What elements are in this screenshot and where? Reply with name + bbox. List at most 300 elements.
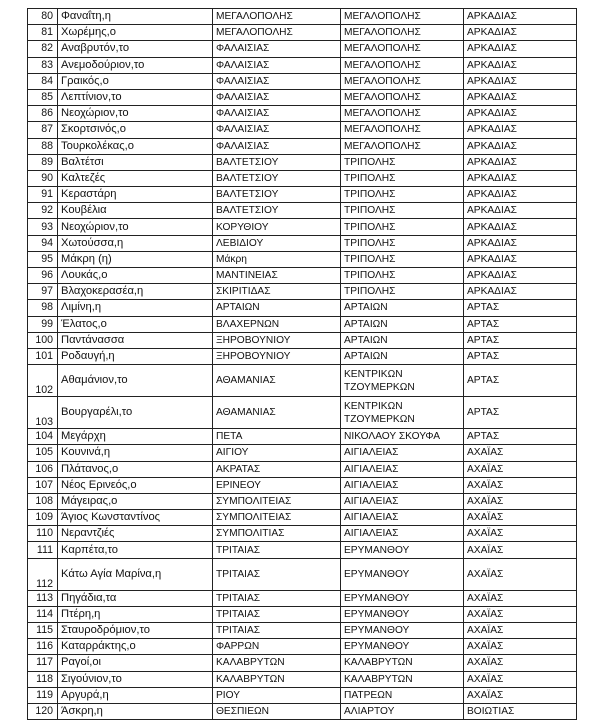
municipal-region-name: ΤΡΙΠΟΛΗΣ	[344, 286, 396, 298]
prefecture-name: ΑΧΑΪΑΣ	[467, 689, 504, 701]
municipality-name-cell	[213, 639, 341, 655]
municipal-region-name-cell	[341, 655, 464, 671]
municipal-region-name: ΤΡΙΠΟΛΗΣ	[344, 189, 396, 201]
settlement-name-cell	[58, 348, 213, 364]
prefecture-name-cell	[464, 461, 577, 477]
table-row	[28, 510, 577, 526]
municipality-name: ΤΡΙΤΑΙΑΣ	[216, 625, 261, 637]
municipality-name: ΦΑΛΑΙΣΙΑΣ	[216, 140, 270, 152]
settlement-name-cell	[58, 590, 213, 606]
settlement-name-cell	[58, 477, 213, 493]
row-number: 102	[35, 384, 53, 397]
municipal-region-name: ΑΙΓΙΑΛΕΙΑΣ	[344, 479, 399, 491]
municipal-region-name: ΚΑΛΑΒΡΥΤΩΝ	[344, 657, 413, 669]
prefecture-name: ΑΡΚΑΔΙΑΣ	[467, 253, 517, 265]
prefecture-name: ΑΡΚΑΔΙΑΣ	[467, 43, 517, 55]
municipality-name: ΦΑΛΑΙΣΙΑΣ	[216, 92, 270, 104]
municipal-region-name: ΑΙΓΙΑΛΕΙΑΣ	[344, 463, 399, 475]
row-number: 107	[35, 478, 53, 491]
municipality-name-cell	[213, 106, 341, 122]
municipal-region-name: ΜΕΓΑΛΟΠΟΛΗΣ	[344, 140, 421, 152]
municipality-name-cell	[213, 41, 341, 57]
settlement-name-cell	[58, 9, 213, 25]
prefecture-name: ΑΧΑΪΑΣ	[467, 495, 504, 507]
prefecture-name: ΑΧΑΪΑΣ	[467, 463, 504, 475]
prefecture-name: ΑΡΤΑΣ	[467, 318, 500, 330]
row-number: 118	[36, 672, 53, 685]
municipality-name: ΒΑΛΤΕΤΣΙΟΥ	[216, 205, 279, 217]
prefecture-name: ΑΧΑΪΑΣ	[467, 528, 504, 540]
municipality-name-cell	[213, 57, 341, 73]
settlement-name-cell	[58, 251, 213, 267]
settlement-name: Φαναΐτη,η	[61, 10, 111, 23]
municipality-name-cell	[213, 138, 341, 154]
municipality-name: ΒΑΛΤΕΤΣΙΟΥ	[216, 189, 279, 201]
settlement-name-cell	[58, 170, 213, 186]
table-row	[28, 268, 577, 284]
municipality-name: ΤΡΙΤΑΙΑΣ	[216, 608, 261, 620]
table-row	[28, 106, 577, 122]
settlement-name: Έλατος,ο	[61, 317, 107, 330]
municipal-region-name: ΕΡΥΜΑΝΘΟΥ	[344, 544, 410, 556]
row-number-cell	[28, 122, 58, 138]
prefecture-name: ΑΡΤΑΣ	[467, 351, 500, 363]
municipality-name: ΑΘΑΜΑΝΙΑΣ	[216, 407, 276, 419]
municipality-name-cell	[213, 284, 341, 300]
prefecture-name-cell	[464, 57, 577, 73]
municipal-region-name: ΑΙΓΙΑΛΕΙΑΣ	[344, 495, 399, 507]
prefecture-name-cell	[464, 348, 577, 364]
municipality-name-cell	[213, 461, 341, 477]
municipality-name: ΦΑΛΑΙΣΙΑΣ	[216, 124, 270, 136]
municipality-name: Μάκρη	[216, 253, 247, 265]
municipal-region-name: ΚΑΛΑΒΡΥΤΩΝ	[344, 673, 413, 685]
row-number: 111	[36, 543, 53, 556]
prefecture-name-cell	[464, 477, 577, 493]
prefecture-name-cell	[464, 623, 577, 639]
settlement-name: Νεοχώριον,το	[61, 107, 129, 120]
row-number-cell	[28, 57, 58, 73]
prefecture-name: ΑΧΑΪΑΣ	[467, 673, 504, 685]
settlement-name-cell	[58, 203, 213, 219]
settlement-name: Αναβρυτόν,το	[61, 42, 130, 55]
table-row	[28, 203, 577, 219]
municipal-region-name-cell	[341, 89, 464, 105]
row-number: 81	[41, 26, 53, 39]
prefecture-name-cell	[464, 655, 577, 671]
municipal-region-name: ΑΙΓΙΑΛΕΙΑΣ	[344, 528, 399, 540]
table-row	[28, 284, 577, 300]
municipality-name-cell	[213, 154, 341, 170]
row-number-cell	[28, 429, 58, 445]
settlement-name-cell	[58, 122, 213, 138]
municipal-region-name: ΤΡΙΠΟΛΗΣ	[344, 237, 396, 249]
municipal-region-name: ΜΕΓΑΛΟΠΟΛΗΣ	[344, 124, 421, 136]
municipality-name-cell	[213, 203, 341, 219]
municipality-name: ΦΑΛΑΙΣΙΑΣ	[216, 43, 270, 55]
municipality-name: ΜΕΓΑΛΟΠΟΛΗΣ	[216, 27, 293, 39]
municipality-name: ΠΕΤΑ	[216, 431, 243, 443]
row-number-cell	[28, 606, 58, 622]
settlement-name: Ροδαυγή,η	[61, 350, 115, 363]
settlement-name: Ανεμοδούριον,το	[61, 58, 145, 71]
municipal-region-name: ΝΙΚΟΛΑΟΥ ΣΚΟΥΦΑ	[344, 431, 441, 443]
settlement-name: Νέος Ερινεός,ο	[61, 478, 137, 491]
municipal-region-name: ΕΡΥΜΑΝΘΟΥ	[344, 625, 410, 637]
municipal-region-name-cell	[341, 138, 464, 154]
municipality-name: ΡΙΟΥ	[216, 689, 241, 701]
municipal-region-name-cell	[341, 493, 464, 509]
municipality-name: ΑΡΤΑΙΩΝ	[216, 302, 260, 314]
row-number: 104	[35, 430, 53, 443]
row-number: 119	[36, 688, 53, 701]
table-row	[28, 655, 577, 671]
table-row	[28, 687, 577, 703]
municipality-name-cell	[213, 235, 341, 251]
settlement-name: Σιγούνιον,το	[61, 672, 122, 685]
municipal-region-name-cell	[341, 219, 464, 235]
municipality-name-cell	[213, 558, 341, 590]
municipal-region-name-cell	[341, 590, 464, 606]
table-row	[28, 89, 577, 105]
prefecture-name-cell	[464, 89, 577, 105]
municipality-name-cell	[213, 187, 341, 203]
municipality-name-cell	[213, 25, 341, 41]
municipality-name-cell	[213, 89, 341, 105]
row-number-cell	[28, 154, 58, 170]
municipal-region-name-cell	[341, 203, 464, 219]
municipal-region-name: ΑΡΤΑΙΩΝ	[344, 334, 388, 346]
prefecture-name: ΑΧΑΪΑΣ	[467, 512, 504, 524]
row-number-cell	[28, 9, 58, 25]
municipal-region-name: ΤΡΙΠΟΛΗΣ	[344, 205, 396, 217]
table-row	[28, 122, 577, 138]
prefecture-name-cell	[464, 526, 577, 542]
municipality-name: ΚΑΛΑΒΡΥΤΩΝ	[216, 657, 285, 669]
settlement-name-cell	[58, 187, 213, 203]
row-number-cell	[28, 365, 58, 397]
table-row	[28, 25, 577, 41]
table-row	[28, 219, 577, 235]
settlement-name: Νεραντζιές	[61, 527, 115, 540]
municipality-name: ΣΥΜΠΟΛΙΤΙΑΣ	[216, 528, 285, 540]
municipality-name-cell	[213, 170, 341, 186]
prefecture-name: ΑΧΑΪΑΣ	[467, 657, 504, 669]
prefecture-name: ΑΡΚΑΔΙΑΣ	[467, 286, 517, 298]
table-row	[28, 154, 577, 170]
row-number: 97	[41, 285, 53, 298]
table-row	[28, 300, 577, 316]
row-number: 117	[36, 656, 53, 669]
row-number-cell	[28, 461, 58, 477]
table-body	[28, 9, 577, 720]
prefecture-name: ΑΧΑΪΑΣ	[467, 608, 504, 620]
row-number: 103	[35, 416, 53, 429]
prefecture-name-cell	[464, 268, 577, 284]
row-number: 86	[41, 107, 53, 120]
row-number-cell	[28, 542, 58, 558]
table-row	[28, 332, 577, 348]
prefecture-name-cell	[464, 41, 577, 57]
settlement-name-cell	[58, 461, 213, 477]
row-number: 96	[41, 269, 53, 282]
prefecture-name: ΑΡΤΑΣ	[467, 431, 500, 443]
row-number-cell	[28, 268, 58, 284]
row-number-cell	[28, 590, 58, 606]
settlement-name: Σταυροδρόμιον,το	[61, 624, 150, 637]
municipality-name-cell	[213, 251, 341, 267]
settlement-name-cell	[58, 445, 213, 461]
prefecture-name: ΑΡΤΑΣ	[467, 302, 500, 314]
municipal-region-name-cell	[341, 639, 464, 655]
municipality-name-cell	[213, 671, 341, 687]
settlement-name-cell	[58, 235, 213, 251]
municipality-name-cell	[213, 316, 341, 332]
row-number-cell	[28, 703, 58, 719]
row-number: 116	[36, 640, 53, 653]
municipal-region-name-cell	[341, 397, 464, 429]
row-number-cell	[28, 493, 58, 509]
municipal-region-name: ΑΡΤΑΙΩΝ	[344, 351, 388, 363]
municipal-region-name-cell	[341, 429, 464, 445]
table-row	[28, 558, 577, 590]
municipal-region-name-cell	[341, 268, 464, 284]
row-number-cell	[28, 284, 58, 300]
settlement-name: Παντάνασσα	[61, 333, 125, 346]
prefecture-name: ΑΧΑΪΑΣ	[467, 479, 504, 491]
municipal-region-name-cell	[341, 623, 464, 639]
prefecture-name: ΑΡΚΑΔΙΑΣ	[467, 11, 517, 23]
municipal-region-name-cell	[341, 365, 464, 397]
table-row	[28, 623, 577, 639]
row-number: 95	[41, 252, 53, 265]
prefecture-name-cell	[464, 703, 577, 719]
prefecture-name: ΑΡΚΑΔΙΑΣ	[467, 27, 517, 39]
settlement-name-cell	[58, 558, 213, 590]
municipality-name: ΘΕΣΠΙΕΩΝ	[216, 706, 269, 718]
municipality-name-cell	[213, 73, 341, 89]
municipal-region-name: ΕΡΥΜΑΝΘΟΥ	[344, 592, 410, 604]
municipal-region-name-cell	[341, 284, 464, 300]
prefecture-name-cell	[464, 397, 577, 429]
settlement-name-cell	[58, 300, 213, 316]
row-number: 87	[41, 123, 53, 136]
municipality-name-cell	[213, 122, 341, 138]
prefecture-name-cell	[464, 365, 577, 397]
municipal-region-name-cell	[341, 526, 464, 542]
municipality-name-cell	[213, 348, 341, 364]
municipal-region-name-cell	[341, 316, 464, 332]
municipality-name: ΞΗΡΟΒΟΥΝΙΟΥ	[216, 351, 291, 363]
row-number: 99	[41, 317, 53, 330]
prefecture-name-cell	[464, 606, 577, 622]
municipal-region-name: ΤΡΙΠΟΛΗΣ	[344, 221, 396, 233]
municipal-region-name-cell	[341, 332, 464, 348]
table-row	[28, 542, 577, 558]
municipal-region-name-cell	[341, 445, 464, 461]
prefecture-name-cell	[464, 122, 577, 138]
prefecture-name-cell	[464, 493, 577, 509]
municipal-region-name-cell	[341, 57, 464, 73]
municipality-name-cell	[213, 9, 341, 25]
row-number: 120	[35, 705, 53, 718]
municipality-name-cell	[213, 655, 341, 671]
table-row	[28, 461, 577, 477]
municipal-region-name-cell	[341, 461, 464, 477]
municipality-name-cell	[213, 332, 341, 348]
table-row	[28, 606, 577, 622]
row-number-cell	[28, 332, 58, 348]
row-number-cell	[28, 25, 58, 41]
settlement-name-cell	[58, 655, 213, 671]
prefecture-name-cell	[464, 639, 577, 655]
row-number-cell	[28, 219, 58, 235]
settlement-name: Αργυρά,η	[61, 688, 109, 701]
prefecture-name-cell	[464, 510, 577, 526]
prefecture-name: ΑΡΚΑΔΙΑΣ	[467, 156, 517, 168]
row-number-cell	[28, 235, 58, 251]
municipality-name-cell	[213, 397, 341, 429]
settlement-name: Άγιος Κωνσταντίνος	[61, 511, 161, 524]
settlement-name-cell	[58, 284, 213, 300]
row-number: 108	[35, 494, 53, 507]
settlement-name: Νεοχώριον,το	[61, 220, 129, 233]
municipality-name: ΜΕΓΑΛΟΠΟΛΗΣ	[216, 11, 293, 23]
prefecture-name-cell	[464, 284, 577, 300]
table-row	[28, 187, 577, 203]
settlement-name: Καταρράκτης,ο	[61, 640, 136, 653]
table-row	[28, 493, 577, 509]
settlement-name: Ραγοί,οι	[61, 656, 102, 669]
row-number-cell	[28, 73, 58, 89]
table-row	[28, 41, 577, 57]
municipal-region-name: ΜΕΓΑΛΟΠΟΛΗΣ	[344, 11, 421, 23]
municipal-region-name-cell	[341, 106, 464, 122]
municipality-name: ΦΑΛΑΙΣΙΑΣ	[216, 59, 270, 71]
table-row	[28, 57, 577, 73]
municipal-region-name-cell	[341, 606, 464, 622]
row-number-cell	[28, 655, 58, 671]
settlement-name: Βαλτέτσι	[61, 155, 104, 168]
table-row	[28, 9, 577, 25]
municipal-region-name: ΜΕΓΑΛΟΠΟΛΗΣ	[344, 92, 421, 104]
prefecture-name: ΑΡΚΑΔΙΑΣ	[467, 221, 517, 233]
row-number: 85	[41, 91, 53, 104]
row-number-cell	[28, 397, 58, 429]
prefecture-name-cell	[464, 558, 577, 590]
municipal-region-name-cell	[341, 542, 464, 558]
settlement-name-cell	[58, 606, 213, 622]
settlement-name: Γραικός,ο	[61, 74, 109, 87]
prefecture-name: ΑΡΚΑΔΙΑΣ	[467, 172, 517, 184]
settlement-name-cell	[58, 41, 213, 57]
municipality-name: ΒΑΛΤΕΤΣΙΟΥ	[216, 156, 279, 168]
municipality-name-cell	[213, 510, 341, 526]
prefecture-name-cell	[464, 429, 577, 445]
row-number-cell	[28, 300, 58, 316]
prefecture-name-cell	[464, 9, 577, 25]
settlement-name: Λιμίνη,η	[61, 301, 102, 314]
municipal-region-name-cell	[341, 477, 464, 493]
prefecture-name-cell	[464, 542, 577, 558]
settlement-name-cell	[58, 526, 213, 542]
municipality-name: ΞΗΡΟΒΟΥΝΙΟΥ	[216, 334, 291, 346]
settlement-name-cell	[58, 25, 213, 41]
municipal-region-name: ΕΡΥΜΑΝΘΟΥ	[344, 608, 410, 620]
settlements-table-page	[27, 8, 577, 720]
prefecture-name-cell	[464, 687, 577, 703]
prefecture-name: ΑΧΑΪΑΣ	[467, 544, 504, 556]
row-number: 84	[41, 74, 53, 87]
prefecture-name: ΑΡΚΑΔΙΑΣ	[467, 270, 517, 282]
table-row	[28, 235, 577, 251]
municipality-name: ΒΛΑΧΕΡΝΩΝ	[216, 318, 280, 330]
prefecture-name-cell	[464, 300, 577, 316]
row-number: 91	[41, 188, 53, 201]
table-row	[28, 251, 577, 267]
municipal-region-name-cell	[341, 558, 464, 590]
row-number: 98	[41, 301, 53, 314]
municipality-name: ΚΟΡΥΘΙΟΥ	[216, 221, 269, 233]
municipality-name: ΣΥΜΠΟΛΙΤΕΙΑΣ	[216, 512, 292, 524]
prefecture-name-cell	[464, 235, 577, 251]
settlement-name: Βλαχοκερασέα,η	[61, 285, 144, 298]
row-number: 80	[41, 10, 53, 23]
row-number-cell	[28, 138, 58, 154]
prefecture-name-cell	[464, 170, 577, 186]
settlements-table	[27, 8, 577, 720]
municipal-region-name-cell	[341, 510, 464, 526]
table-row	[28, 590, 577, 606]
municipality-name: ΛΕΒΙΔΙΟΥ	[216, 237, 264, 249]
row-number-cell	[28, 445, 58, 461]
municipality-name-cell	[213, 268, 341, 284]
municipality-name: ΣΥΜΠΟΛΙΤΕΙΑΣ	[216, 495, 292, 507]
prefecture-name-cell	[464, 316, 577, 332]
row-number-cell	[28, 510, 58, 526]
table-row	[28, 429, 577, 445]
row-number-cell	[28, 316, 58, 332]
row-number-cell	[28, 623, 58, 639]
row-number: 114	[36, 607, 53, 620]
municipal-region-name-cell	[341, 154, 464, 170]
settlement-name-cell	[58, 542, 213, 558]
prefecture-name: ΑΧΑΪΑΣ	[467, 447, 504, 459]
table-row	[28, 703, 577, 719]
row-number-cell	[28, 671, 58, 687]
settlement-name-cell	[58, 316, 213, 332]
settlement-name: Χωρέμης,ο	[61, 26, 116, 39]
prefecture-name: ΑΡΚΑΔΙΑΣ	[467, 108, 517, 120]
municipal-region-name: ΕΡΥΜΑΝΘΟΥ	[344, 641, 410, 653]
municipality-name-cell	[213, 219, 341, 235]
municipal-region-name-cell	[341, 687, 464, 703]
table-row	[28, 671, 577, 687]
row-number: 109	[35, 511, 53, 524]
settlement-name: Πλάτανος,ο	[61, 462, 119, 475]
municipality-name-cell	[213, 429, 341, 445]
municipal-region-name-cell	[341, 73, 464, 89]
municipality-name-cell	[213, 526, 341, 542]
settlement-name-cell	[58, 106, 213, 122]
municipal-region-name: ΤΡΙΠΟΛΗΣ	[344, 270, 396, 282]
municipality-name-cell	[213, 606, 341, 622]
prefecture-name: ΑΡΚΑΔΙΑΣ	[467, 124, 517, 136]
municipality-name-cell	[213, 590, 341, 606]
settlement-name: Λουκάς,ο	[61, 269, 108, 282]
row-number-cell	[28, 106, 58, 122]
municipal-region-name: ΑΙΓΙΑΛΕΙΑΣ	[344, 512, 399, 524]
